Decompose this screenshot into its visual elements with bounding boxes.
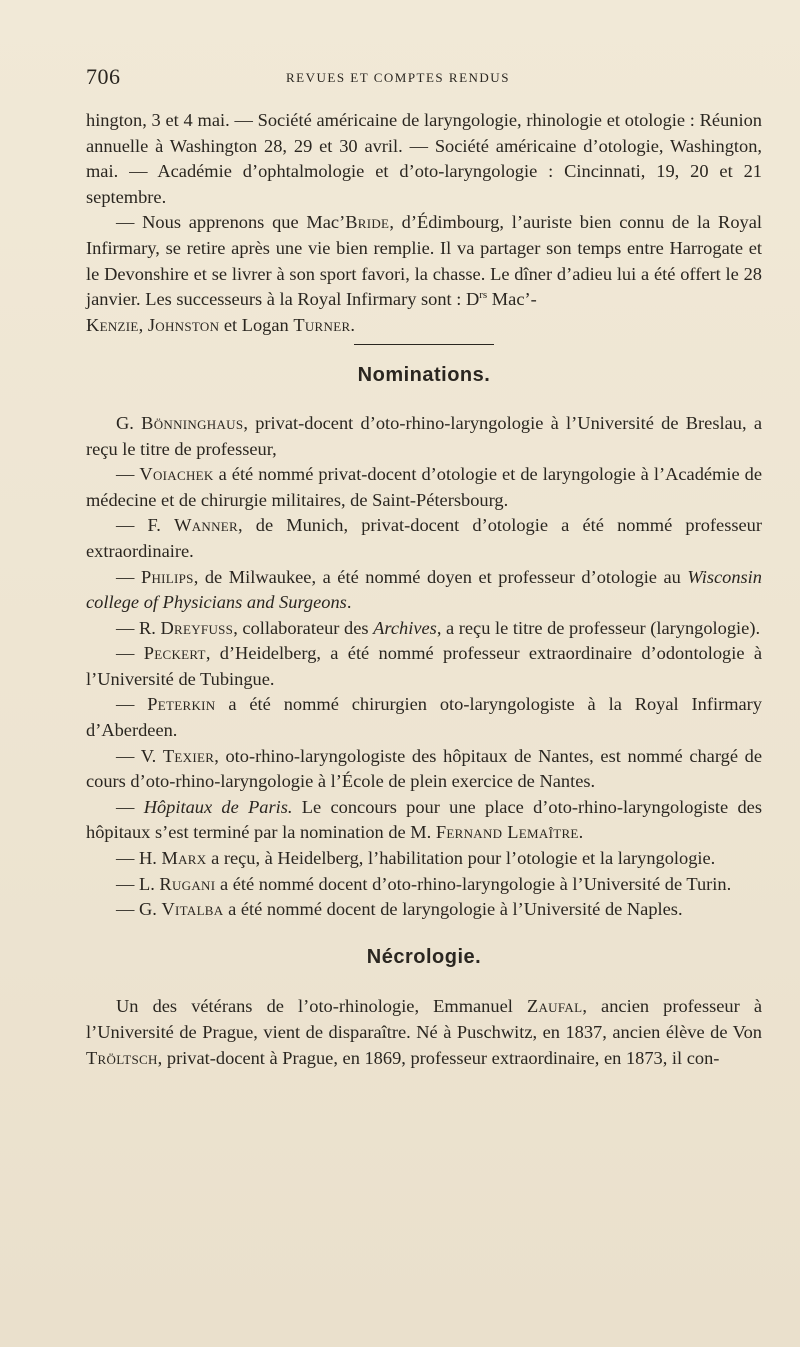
text-run: . [350,314,356,335]
page-header [86,64,762,94]
text-run: — [116,694,148,715]
person-name: Tröltsch [86,1047,158,1068]
text-run: Un des vétérans de l’oto-rhinologie, Emmanuel [116,996,527,1017]
nominations-title: Nominations. [357,364,491,387]
person-name: Bönninghaus [141,412,244,433]
person-name: Vitalba [161,899,224,920]
person-name: Marx [161,848,207,869]
person-name: Kenzie [86,314,139,335]
person-name: Bride [345,212,390,233]
nomination-item [86,513,762,564]
necrologie-paragraph [86,994,762,1071]
text-run: a été nommé chirurgien oto-laryngologiste à la Royal Infirmary d’Aberdeen. [86,694,762,741]
nomination-item [86,616,762,642]
superscript: rs [479,289,488,302]
text-run: , a reçu le titre de professeur (laryngologie). [436,617,761,638]
text-run: a été nommé docent de laryngologie à l’Université de Naples. [223,899,683,920]
section-divider [354,344,494,345]
text-run: — [116,643,144,664]
text-run: — H. [116,848,162,869]
italic-text: Archives [373,617,437,638]
page-number: 706 [86,64,121,89]
nomination-item [86,411,762,462]
person-name: Rugani [159,873,216,894]
text-run: , oto-rhino-laryngologiste des hôpitaux de Nantes, est nommé chargé de cours d’oto-rhino-laryngologie à l’École de plein exercice de Nantes. [86,745,763,792]
person-name: Peckert [143,643,206,664]
nomination-item [86,744,762,795]
person-name: Dreyfuss [160,617,234,638]
page-body [86,108,762,1071]
text-run: , privat-docent d’oto-rhino-laryngologie à l’Université de Breslau, a reçu le titre de professeur, [86,412,762,459]
italic-text: Wisconsin college of Physicians and Surgeons [86,566,762,613]
text-run: — G. [116,899,162,920]
person-name: Fernand Lemaître [435,822,579,843]
nomination-item [86,462,762,513]
nomination-item [86,795,762,846]
text-run: — [116,464,140,485]
text-run: , privat-docent à Prague, en 1869, professeur extraordinaire, en 1873, il con- [157,1047,720,1068]
nomination-item [86,846,762,872]
person-name: Turner [293,314,351,335]
text-run: a été nommé privat-docent d’otologie et de laryngologie à l’Académie de médecine et de chirurgie militaires, de Saint-Pétersbourg. [86,464,762,510]
text-run: G. [116,412,142,433]
text-run: , [138,314,148,335]
text-run: , d’Édimbourg, l’auriste bien connu de la Royal Infirmary, se retire après une vie bien remplie. Il va partager son temps entre Harrogate et le Devonshire et se livrer à son sport favori, la chasse. Le dîner d’adieu lui a été offert le 28 janvier. Les successeurs à la Royal Infirmary sont : D [86,212,762,310]
text-run: — L. [116,873,160,894]
text-run: — R. [116,617,161,638]
person-name: Wanner [174,515,238,536]
nominations-list [86,411,762,923]
person-name: Peterkin [147,694,216,715]
person-name: Voiachek [139,464,214,485]
text-run: Le concours pour une place d’oto-rhino-laryngologiste des hôpitaux s’est terminé par la nomination de M. [86,796,762,843]
text-run: , collaborateur des [233,617,374,638]
nomination-item [86,872,762,898]
text-run: et Logan [219,314,294,335]
text-run: , de Munich, privat-docent d’otologie a été nommé professeur extraordinaire. [86,515,762,561]
necrologie-title: Nécrologie. [366,945,482,968]
text-run: . [578,822,584,843]
text-run: — V. [116,745,163,766]
person-name: Philips [140,566,194,587]
intro-paragraph: hington, 3 et 4 mai. — Société américaine de laryngologie, rhinologie et otologie : Réunion annuelle à Washington 28, 29 et 30 avril. — Société américaine d’otologie, Washington, mai. — Académie d’ophtalmologie et d’oto-laryngologie : Cincinnati, 19, 20 et 21 septembre. [86,110,762,207]
text-run: , d’Heidelberg, a été nommé professeur extraordinaire d’odontologie à l’Université de Tubingue. [86,643,762,689]
text-run: — [116,796,144,817]
nomination-item [86,641,762,692]
nomination-item [86,565,762,616]
text-run: — F. [116,515,175,536]
macbride-paragraph [86,210,762,338]
text-run: Mac’- [487,289,537,310]
running-head: REVUES ET COMPTES RENDUS [286,70,510,85]
text-run: a reçu, à Heidelberg, l’habilitation pour l’otologie et la laryngologie. [206,848,716,869]
text-run: a été nommé docent d’oto-rhino-laryngologie à l’Université de Turin. [215,873,732,894]
person-name: Johnston [147,314,220,335]
text-run: , de Milwaukee, a été nommé doyen et professeur d’otologie au [193,566,688,587]
nomination-item [86,692,762,743]
nomination-item [86,897,762,923]
person-name: Texier [162,745,215,766]
text-run: — [116,566,141,587]
text-run: , ancien professeur à l’Université de Prague, vient de disparaître. Né à Puschwitz, en 1837, ancien élève de Von [86,996,763,1042]
person-name: Zaufal [526,996,583,1017]
text-run: — Nous apprenons que Mac’ [116,212,346,233]
italic-text: Hôpitaux de Paris. [143,796,293,817]
text-run: . [346,592,352,613]
